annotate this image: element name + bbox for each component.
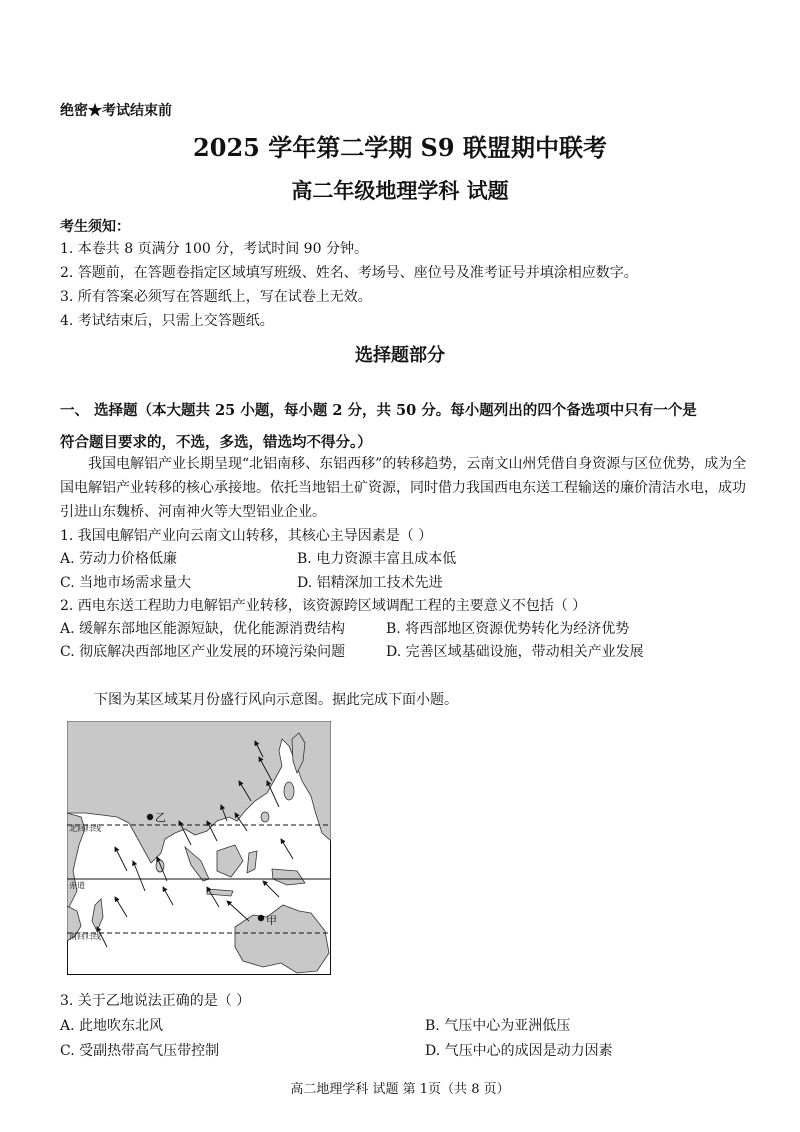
- q3-option-b: B. 气压中心为亚洲低压: [425, 1018, 571, 1034]
- q1-stem: 1. 我国电解铝产业向云南文山转移，其核心主导因素是（ ）: [60, 528, 433, 544]
- section-title: 选择题部分: [355, 345, 445, 366]
- prevailing-wind-map: [67, 721, 331, 975]
- q2-option-d: D. 完善区域基础设施，带动相关产业发展: [386, 644, 644, 660]
- notes-item: 2. 答题前，在答题卷指定区域填写班级、姓名、考场号、座位号及准考证号并填涂相应数字。: [60, 265, 638, 281]
- q2-option-b: B. 将西部地区资源优势转化为经济优势: [386, 621, 630, 637]
- q3-option-d: D. 气压中心的成因是动力因素: [425, 1043, 613, 1059]
- exam-title: 2025 学年第二学期 S9 联盟期中联考: [193, 133, 607, 162]
- q3-option-a: A. 此地吹东北风: [60, 1018, 164, 1034]
- notes-item: 3. 所有答案必须写在答题纸上，写在试卷上无效。: [60, 289, 372, 305]
- label-tropic-of-capricorn: 南回归线: [69, 932, 101, 941]
- page-footer: 高二地理学科 试题 第 1页（共 8 页）: [290, 1082, 510, 1097]
- taiwan-island: [261, 812, 269, 822]
- passage-1: 我国电解铝产业长期呈现“北铝南移、东铝西移”的转移趋势，云南文山州凭借自身资源与区位优势，成为全国电解铝产业转移的核心承接地。依托当地铝土矿资源，同时借力我国西电东送工程输送的廉价清洁水电，成功引进山东魏桥、河南神火等大型铝业企业。: [60, 456, 747, 520]
- philippines-island: [284, 782, 294, 800]
- q1-option-a: A. 劳动力价格低廉: [60, 551, 178, 567]
- q1-option-c: C. 当地市场需求量大: [60, 575, 192, 591]
- map-intro: 下图为某区域某月份盛行风向示意图。据此完成下面小题。: [94, 692, 458, 708]
- q1-option-d: D. 铝精深加工技术先进: [297, 575, 443, 591]
- label-tropic-of-cancer: 北回归线: [69, 824, 101, 833]
- q1-option-b: B. 电力资源丰富且成本低: [297, 551, 457, 567]
- confidential-mark: 绝密★考试结束前: [60, 103, 172, 119]
- point-yi-dot: [147, 814, 153, 820]
- q3-option-c: C. 受副热带高气压带控制: [60, 1043, 220, 1059]
- part1-instructions-line1: 一、 选择题（本大题共 25 小题，每小题 2 分，共 50 分。每小题列出的四个备选项中只有一个是: [60, 402, 697, 419]
- q3-stem: 3. 关于乙地说法正确的是（ ）: [60, 993, 251, 1009]
- label-equator: 赤道: [69, 881, 85, 890]
- q2-stem: 2. 西电东送工程助力电解铝产业转移，该资源跨区域调配工程的主要意义不包括（ ）: [60, 598, 587, 614]
- notes-item: 1. 本卷共 8 页满分 100 分，考试时间 90 分钟。: [60, 241, 368, 257]
- point-yi-label: 乙: [155, 811, 166, 824]
- exam-subtitle: 高二年级地理学科 试题: [291, 178, 509, 203]
- part1-instructions-line2: 符合题目要求的，不选，多选，错选均不得分。）: [60, 434, 372, 451]
- point-jia-label: 甲: [266, 914, 277, 927]
- q2-option-c: C. 彻底解决西部地区产业发展的环境污染问题: [60, 644, 346, 660]
- notes-item: 4. 考试结束后，只需上交答题纸。: [60, 313, 274, 329]
- q2-option-a: A. 缓解东部地区能源短缺，优化能源消费结构: [60, 621, 346, 637]
- notes-heading: 考生须知：: [60, 219, 130, 235]
- point-jia-dot: [258, 915, 264, 921]
